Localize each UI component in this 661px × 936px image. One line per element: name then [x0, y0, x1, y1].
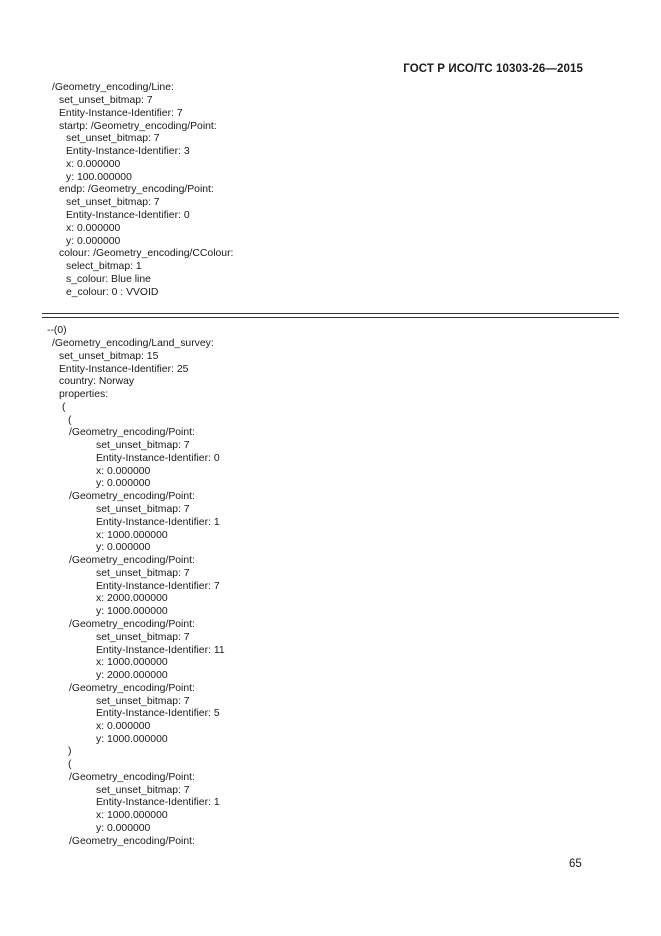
code-line: set_unset_bitmap: 7: [96, 696, 190, 707]
code-line: /Geometry_encoding/Point:: [69, 683, 195, 694]
code-line: Entity-Instance-Identifier: 25: [59, 364, 189, 375]
code-line: /Geometry_encoding/Land_survey:: [52, 338, 214, 349]
code-line: s_colour: Blue line: [66, 274, 151, 285]
code-line: Entity-Instance-Identifier: 5: [96, 708, 220, 719]
code-line: y: 1000.000000: [96, 606, 168, 617]
code-line: set_unset_bitmap: 7: [96, 440, 190, 451]
code-line: /Geometry_encoding/Point:: [69, 427, 195, 438]
code-line: /Geometry_encoding/Point:: [69, 772, 195, 783]
code-line: Entity-Instance-Identifier: 0: [96, 453, 220, 464]
code-line: x: 0.000000: [66, 159, 121, 170]
code-line: x: 0.000000: [96, 466, 151, 477]
code-line: Entity-Instance-Identifier: 1: [96, 797, 220, 808]
divider-rule-bottom: [42, 317, 619, 318]
code-line: /Geometry_encoding/Point:: [69, 619, 195, 630]
code-line: set_unset_bitmap: 7: [66, 197, 160, 208]
divider-rule-top: [42, 313, 619, 314]
code-line: set_unset_bitmap: 7: [66, 133, 160, 144]
code-line: y: 0.000000: [96, 823, 151, 834]
code-line: Entity-Instance-Identifier: 7: [96, 581, 220, 592]
code-line: /Geometry_encoding/Line:: [52, 82, 174, 93]
code-line: x: 1000.000000: [96, 530, 168, 541]
code-line: set_unset_bitmap: 7: [96, 785, 190, 796]
code-line: (: [68, 415, 72, 426]
code-line: colour: /Geometry_encoding/CColour:: [59, 248, 234, 259]
code-line: (: [68, 759, 72, 770]
code-line: Entity-Instance-Identifier: 0: [66, 210, 190, 221]
code-line: x: 0.000000: [66, 223, 121, 234]
code-line: ): [68, 746, 72, 757]
code-line: set_unset_bitmap: 7: [96, 632, 190, 643]
code-line: y: 0.000000: [66, 236, 121, 247]
code-line: y: 1000.000000: [96, 734, 168, 745]
code-line: select_bitmap: 1: [66, 261, 142, 272]
code-line: /Geometry_encoding/Point:: [69, 555, 195, 566]
code-line: country: Norway: [59, 376, 135, 387]
code-line: x: 2000.000000: [96, 593, 168, 604]
code-line: x: 0.000000: [96, 721, 151, 732]
code-line: Entity-Instance-Identifier: 3: [66, 146, 190, 157]
code-line: y: 100.000000: [66, 172, 132, 183]
code-line: set_unset_bitmap: 7: [96, 504, 190, 515]
code-line: (: [62, 402, 66, 413]
code-line: x: 1000.000000: [96, 810, 168, 821]
document-header: ГОСТ Р ИСО/ТС 10303-26—2015: [403, 63, 583, 75]
code-line: x: 1000.000000: [96, 657, 168, 668]
code-line: set_unset_bitmap: 15: [59, 351, 159, 362]
code-line: properties:: [59, 389, 109, 400]
code-line: /Geometry_encoding/Point:: [69, 836, 195, 847]
code-line: Entity-Instance-Identifier: 1: [96, 517, 220, 528]
code-line: endp: /Geometry_encoding/Point:: [59, 184, 214, 195]
code-line: startp: /Geometry_encoding/Point:: [59, 121, 217, 132]
code-line: y: 2000.000000: [96, 670, 168, 681]
code-line: set_unset_bitmap: 7: [59, 95, 153, 106]
page-number: 65: [569, 858, 582, 870]
code-line: --(0): [47, 325, 67, 336]
code-line: Entity-Instance-Identifier: 11: [96, 645, 225, 656]
code-line: Entity-Instance-Identifier: 7: [59, 108, 183, 119]
code-line: y: 0.000000: [96, 542, 151, 553]
code-line: /Geometry_encoding/Point:: [69, 491, 195, 502]
code-line: e_colour: 0 : VVOID: [66, 287, 159, 298]
code-line: y: 0.000000: [96, 478, 151, 489]
code-line: set_unset_bitmap: 7: [96, 568, 190, 579]
